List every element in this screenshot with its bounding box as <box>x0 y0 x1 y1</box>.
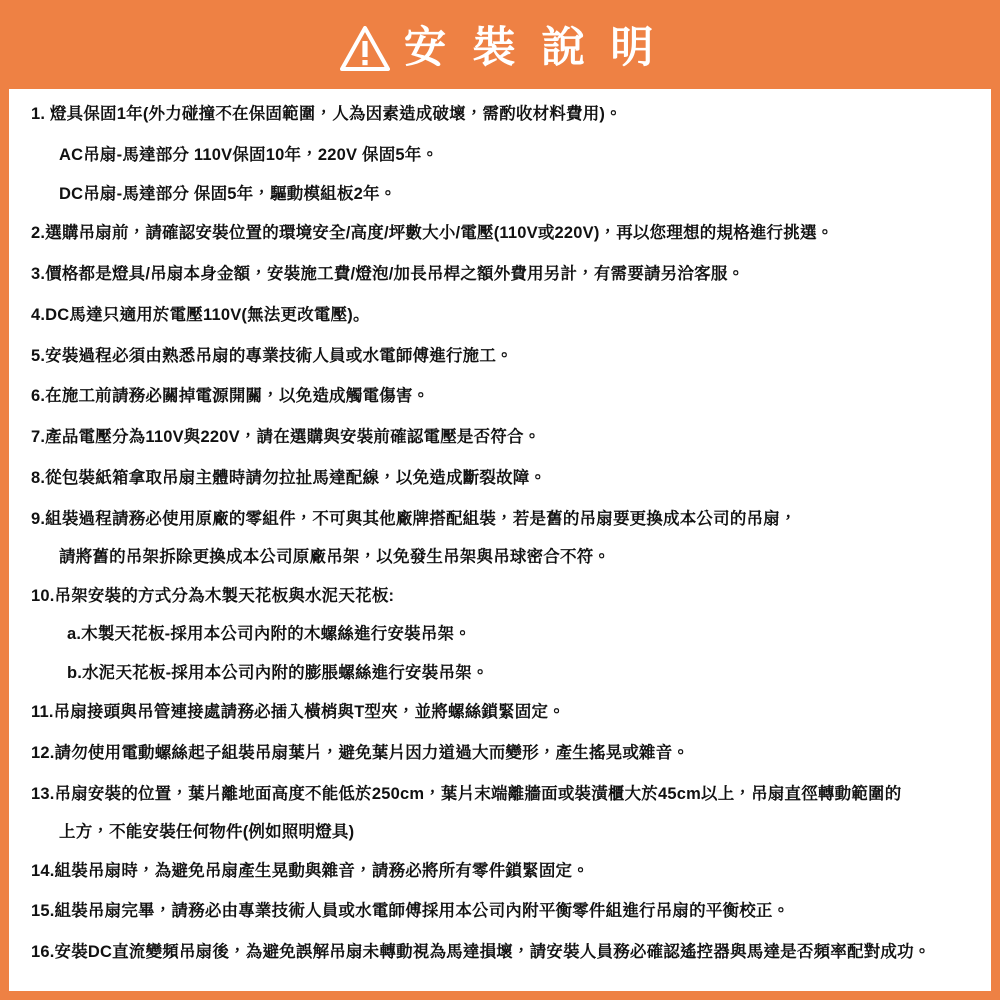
instruction-line: 8.從包裝紙箱拿取吊扇主體時請勿拉扯馬達配線，以免造成斷裂故障。 <box>31 469 547 488</box>
instruction-line: DC吊扇-馬達部分 保固5年，驅動模組板2年。 <box>59 184 397 203</box>
instruction-line: 15.組裝吊扇完畢，請務必由專業技術人員或水電師傅採用本公司內附平衡零件組進行吊扇的平衡校正。 <box>31 902 790 921</box>
warning-triangle-icon <box>340 26 390 72</box>
page-header <box>9 9 991 89</box>
instruction-line: 上方，不能安裝任何物件(例如照明燈具) <box>59 822 355 841</box>
instruction-line: AC吊扇-馬達部分 110V保固10年，220V 保固5年。 <box>59 145 439 164</box>
instruction-line: 13.吊扇安裝的位置，葉片離地面高度不能低於250cm，葉片末端離牆面或裝潢櫃大於45cm以上，吊扇直徑轉動範圍的 <box>31 784 902 803</box>
instruction-line: 10.吊架安裝的方式分為木製天花板與水泥天花板: <box>31 587 395 606</box>
instruction-line: 14.組裝吊扇時，為避免吊扇產生晃動與雜音，請務必將所有零件鎖緊固定。 <box>31 861 589 880</box>
instruction-line: a.木製天花板-採用本公司內附的木螺絲進行安裝吊架。 <box>67 624 471 643</box>
instruction-line: b.水泥天花板-採用本公司內附的膨脹螺絲進行安裝吊架。 <box>67 663 489 682</box>
instruction-line: 4.DC馬達只適用於電壓110V(無法更改電壓)。 <box>31 305 370 324</box>
instructions-list <box>9 89 991 965</box>
instruction-line: 3.價格都是燈具/吊扇本身金額，安裝施工費/燈泡/加長吊桿之額外費用另計，有需要請另洽客服。 <box>31 264 745 283</box>
instruction-line: 1. 燈具保固1年(外力碰撞不在保固範圍，人為因素造成破壞，需酌收材料費用)。 <box>31 105 622 123</box>
instruction-line: 9.組裝過程請務必使用原廠的零組件，不可與其他廠牌搭配組裝，若是舊的吊扇要更換成本公司的吊扇， <box>31 510 797 529</box>
page-title: 安 裝 說 明 <box>403 23 661 72</box>
instruction-line: 5.安裝過程必須由熟悉吊扇的專業技術人員或水電師傅進行施工。 <box>31 346 513 365</box>
instruction-line: 12.請勿使用電動螺絲起子組裝吊扇葉片，避免葉片因力道過大而變形，產生搖晃或雜音。 <box>31 743 690 762</box>
instruction-line: 2.選購吊扇前，請確認安裝位置的環境安全/高度/坪數大小/電壓(110V或220V)，再以您理想的規格進行挑選。 <box>31 223 834 242</box>
instruction-line: 16.安裝DC直流變頻吊扇後，為避免誤解吊扇未轉動視為馬達損壞，請安裝人員務必確認遙控器與馬達是否頻率配對成功。 <box>31 943 931 962</box>
instruction-line: 11.吊扇接頭與吊管連接處請務必插入橫梢與T型夾，並將螺絲鎖緊固定。 <box>31 702 565 721</box>
instruction-line: 7.產品電壓分為110V與220V，請在選購與安裝前確認電壓是否符合。 <box>31 428 541 447</box>
instruction-line: 6.在施工前請務必關掉電源開關，以免造成觸電傷害。 <box>31 387 430 406</box>
instruction-line: 請將舊的吊架拆除更換成本公司原廠吊架，以免發生吊架與吊球密合不符。 <box>59 548 611 567</box>
